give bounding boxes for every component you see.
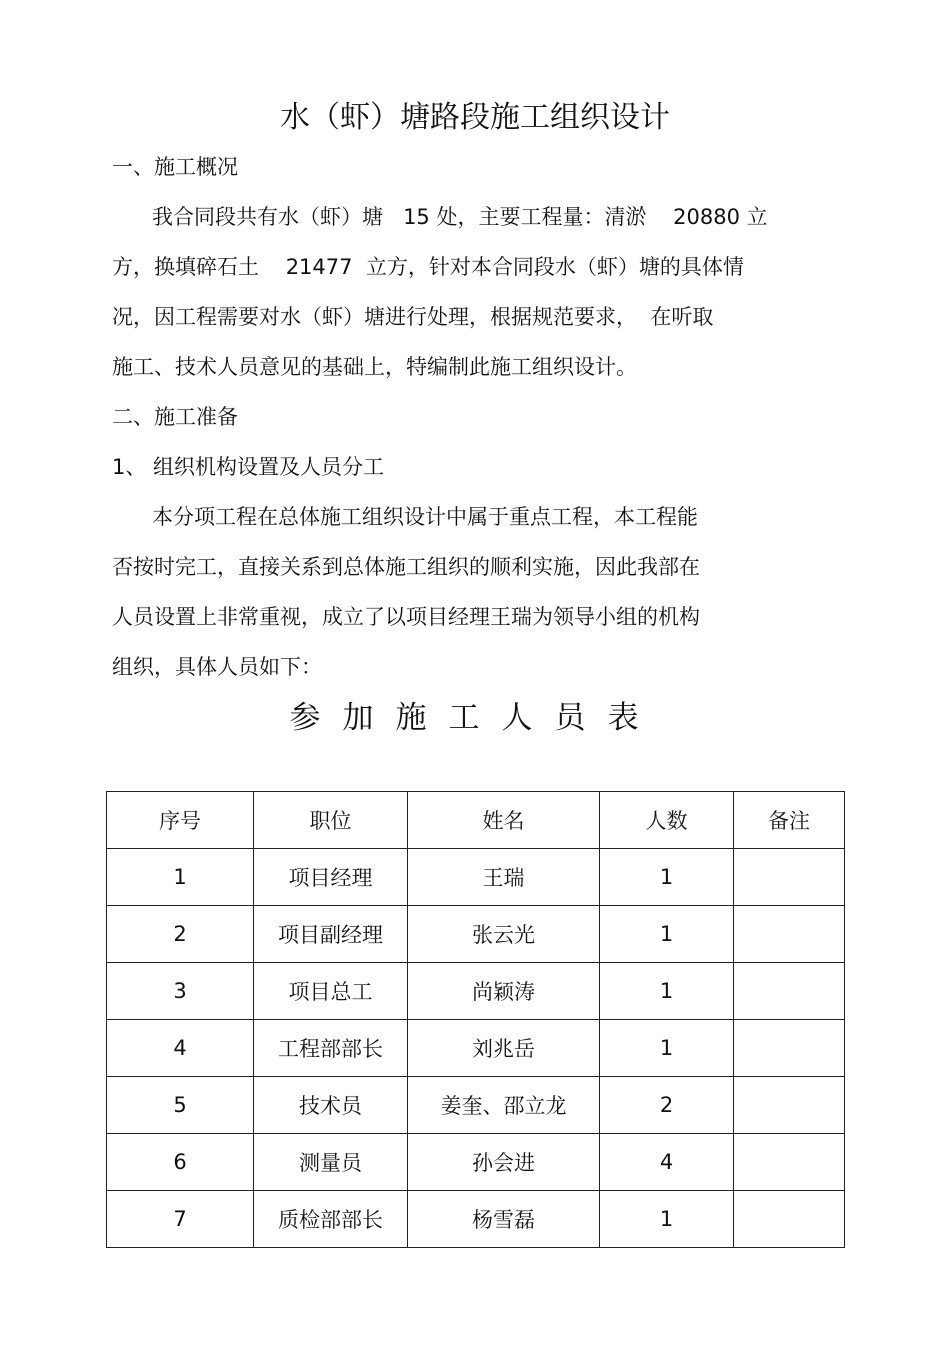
table-row — [107, 963, 845, 1020]
paragraph-line: 方，换填碎石土 21477 立方，针对本合同段水（虾）塘的具体情 — [112, 255, 744, 279]
cell-remarks — [734, 849, 845, 906]
cell-remarks — [734, 1020, 845, 1077]
cell-count: 1 — [600, 963, 734, 1020]
paragraph-line: 否按时完工，直接关系到总体施工组织的顺利实施，因此我部在 — [112, 555, 700, 579]
table-row — [107, 849, 845, 906]
paragraph-line: 组织，具体人员如下： — [112, 655, 322, 679]
cell-index: 3 — [107, 963, 254, 1020]
header-cell-name: 姓名 — [408, 792, 600, 849]
table-header-row — [107, 792, 845, 849]
table-row — [107, 906, 845, 963]
cell-position: 项目副经理 — [254, 906, 408, 963]
section-heading-overview: 一、施工概况 — [112, 155, 238, 179]
cell-name: 孙会进 — [408, 1134, 600, 1191]
cell-remarks — [734, 963, 845, 1020]
paragraph-line: 我合同段共有水（虾）塘 15 处，主要工程量：清淤 20880 立 — [112, 205, 768, 229]
cell-position: 测量员 — [254, 1134, 408, 1191]
table-title: 参加施工人员表 — [289, 700, 661, 736]
cell-position: 技术员 — [254, 1077, 408, 1134]
cell-position: 质检部部长 — [254, 1191, 408, 1248]
cell-position: 工程部部长 — [254, 1020, 408, 1077]
cell-position: 项目经理 — [254, 849, 408, 906]
paragraph-line: 况，因工程需要对水（虾）塘进行处理，根据规范要求， 在听取 — [112, 305, 714, 329]
cell-name: 姜奎、邵立龙 — [408, 1077, 600, 1134]
cell-count: 1 — [600, 906, 734, 963]
table-row — [107, 1077, 845, 1134]
table-row — [107, 1020, 845, 1077]
cell-name: 张云光 — [408, 906, 600, 963]
document-title: 水（虾）塘路段施工组织设计 — [280, 100, 670, 135]
cell-index: 4 — [107, 1020, 254, 1077]
cell-remarks — [734, 906, 845, 963]
cell-remarks — [734, 1077, 845, 1134]
cell-index: 2 — [107, 906, 254, 963]
header-cell-remarks: 备注 — [734, 792, 845, 849]
cell-name: 王瑞 — [408, 849, 600, 906]
cell-count: 2 — [600, 1077, 734, 1134]
cell-index: 1 — [107, 849, 254, 906]
cell-count: 1 — [600, 1020, 734, 1077]
paragraph-line: 本分项工程在总体施工组织设计中属于重点工程，本工程能 — [112, 505, 699, 529]
cell-remarks — [734, 1134, 845, 1191]
cell-index: 6 — [107, 1134, 254, 1191]
cell-count: 1 — [600, 849, 734, 906]
staff-table — [106, 791, 845, 1248]
cell-name: 刘兆岳 — [408, 1020, 600, 1077]
cell-remarks — [734, 1191, 845, 1248]
cell-position: 项目总工 — [254, 963, 408, 1020]
header-cell-position: 职位 — [254, 792, 408, 849]
header-cell-count: 人数 — [600, 792, 734, 849]
cell-name: 尚颖涛 — [408, 963, 600, 1020]
cell-index: 7 — [107, 1191, 254, 1248]
table-row — [107, 1191, 845, 1248]
header-cell-index: 序号 — [107, 792, 254, 849]
cell-index: 5 — [107, 1077, 254, 1134]
subsection-heading-organization: 1、 组织机构设置及人员分工 — [112, 455, 385, 479]
paragraph-line: 施工、技术人员意见的基础上，特编制此施工组织设计。 — [112, 355, 637, 379]
section-heading-preparation: 二、施工准备 — [112, 405, 238, 429]
cell-name: 杨雪磊 — [408, 1191, 600, 1248]
table-row — [107, 1134, 845, 1191]
cell-count: 1 — [600, 1191, 734, 1248]
paragraph-line: 人员设置上非常重视，成立了以项目经理王瑞为领导小组的机构 — [112, 605, 700, 629]
cell-count: 4 — [600, 1134, 734, 1191]
